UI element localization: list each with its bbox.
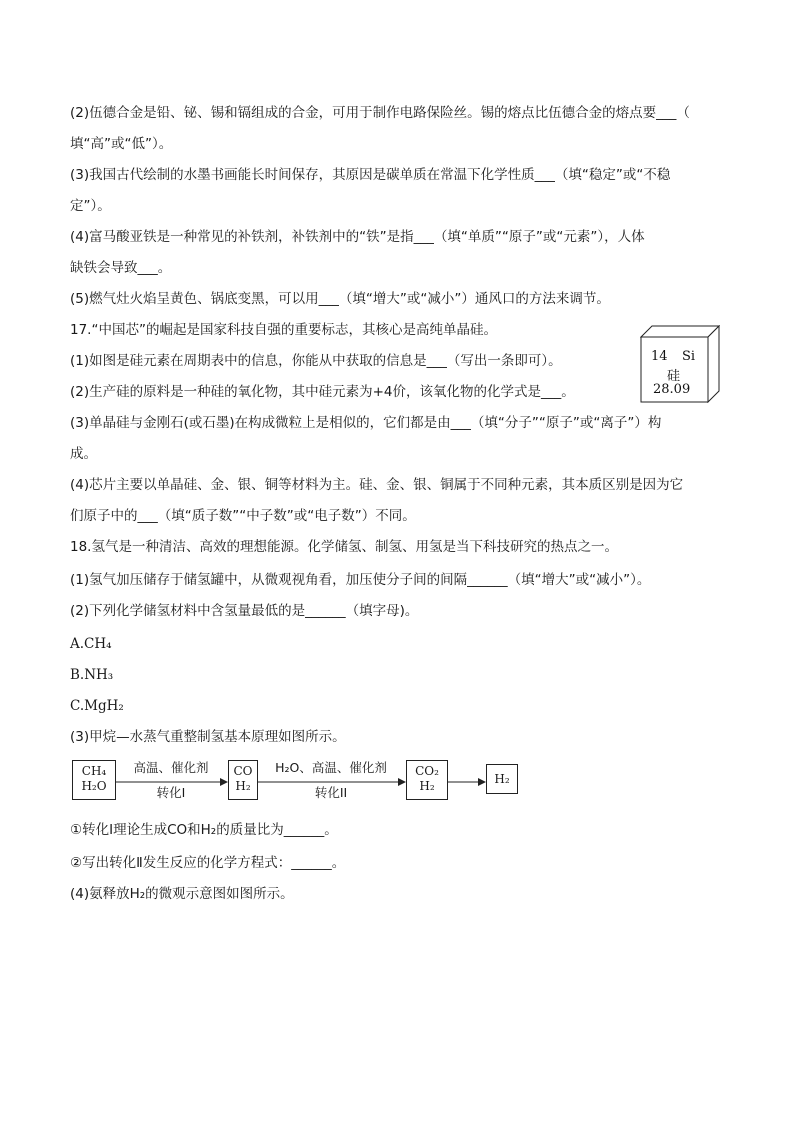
option-a: A.CH₄	[70, 636, 112, 652]
text-line: 成。	[70, 446, 97, 462]
text-line: (3)甲烷—水蒸气重整制氢基本原理如图所示。	[70, 729, 346, 745]
flow-box-label: CO	[233, 764, 253, 778]
text-line: (4)芯片主要以单晶硅、金、银、铜等材料为主。硅、金、银、铜属于不同种元素，其本质区别是因为它	[70, 477, 684, 493]
periodic-element-card	[640, 325, 720, 403]
flow-box-label: CO₂	[415, 764, 439, 778]
flow-box-label: H₂	[494, 772, 510, 786]
text-line: (4)氨释放H₂的微观示意图如图所示。	[70, 886, 294, 902]
arrow-step-label: 转化II	[314, 785, 348, 800]
arrow-step-label: 转化I	[156, 785, 186, 800]
flow-box-products	[406, 760, 448, 800]
arrow-condition-label: H₂O、高温、催化剂	[275, 760, 387, 775]
question-heading: 18.氢气是一种清洁、高效的理想能源。化学储氢、制氢、用氢是当下科技研究的热点之一。	[70, 539, 618, 555]
option-b: B.NH₃	[70, 667, 114, 683]
flow-box-intermediate	[228, 760, 258, 800]
text-line: ②写出转化Ⅱ发生反应的化学方程式：______。	[70, 855, 346, 871]
text-line: 缺铁会导致___。	[70, 260, 172, 276]
text-line: ①转化I理论生成CO和H₂的质量比为______。	[70, 822, 338, 838]
text-line: (3)单晶硅与金刚石(或石墨)在构成微粒上是相似的，它们都是由___（填“分子”“原子”或“离子”）构	[70, 415, 662, 431]
arrow-icon	[448, 778, 486, 786]
option-c: C.MgH₂	[70, 698, 124, 714]
element-name: 硅	[667, 369, 681, 384]
element-symbol: Si	[682, 349, 696, 364]
text-line: (2)下列化学储氢材料中含氢量最低的是______（填字母)。	[70, 603, 419, 619]
flow-box-label: H₂	[419, 779, 435, 793]
text-line: (3)我国古代绘制的水墨书画能长时间保存，其原因是碳单质在常温下化学性质___（填“稳定”或“不稳	[70, 167, 671, 183]
flow-box-label: H₂O	[81, 779, 107, 793]
text-line: (5)燃气灶火焰呈黄色、锅底变黑，可以用___（填“增大”或“减小”）通风口的方法来调节。	[70, 291, 610, 307]
reforming-flow-diagram	[72, 758, 532, 806]
text-line: (1)氢气加压储存于储氢罐中，从微观视角看，加压使分子间的间隔______（填“增大”或“减小”）。	[70, 572, 651, 588]
text-line: (1)如图是硅元素在周期表中的信息，你能从中获取的信息是___（写出一条即可）。	[70, 353, 562, 369]
atomic-mass: 28.09	[653, 382, 691, 397]
flow-box-reactants	[72, 760, 116, 800]
flow-box-label: CH₄	[81, 764, 107, 778]
text-line: 填“高”或“低”）。	[70, 136, 173, 152]
text-line: (4)富马酸亚铁是一种常见的补铁剂，补铁剂中的“铁”是指___（填“单质”“原子”或“元素”），人体	[70, 229, 645, 245]
text-line: 定”）。	[70, 198, 111, 214]
flow-box-hydrogen	[486, 764, 518, 794]
flow-box-label: H₂	[235, 779, 251, 793]
text-line: (2)生产硅的原料是一种硅的氧化物，其中硅元素为+4价，该氧化物的化学式是___。	[70, 384, 575, 400]
arrow-condition-label: 高温、催化剂	[133, 760, 209, 775]
atomic-number: 14	[651, 349, 668, 364]
text-line: (2)伍德合金是铅、铋、锡和镉组成的合金，可用于制作电路保险丝。锡的熔点比伍德合金的熔点要___（	[70, 105, 690, 121]
question-heading: 17.“中国芯”的崛起是国家科技自强的重要标志，其核心是高纯单晶硅。	[70, 322, 497, 338]
text-line: 们原子中的___（填“质子数”“中子数”或“电子数”）不同。	[70, 508, 416, 524]
